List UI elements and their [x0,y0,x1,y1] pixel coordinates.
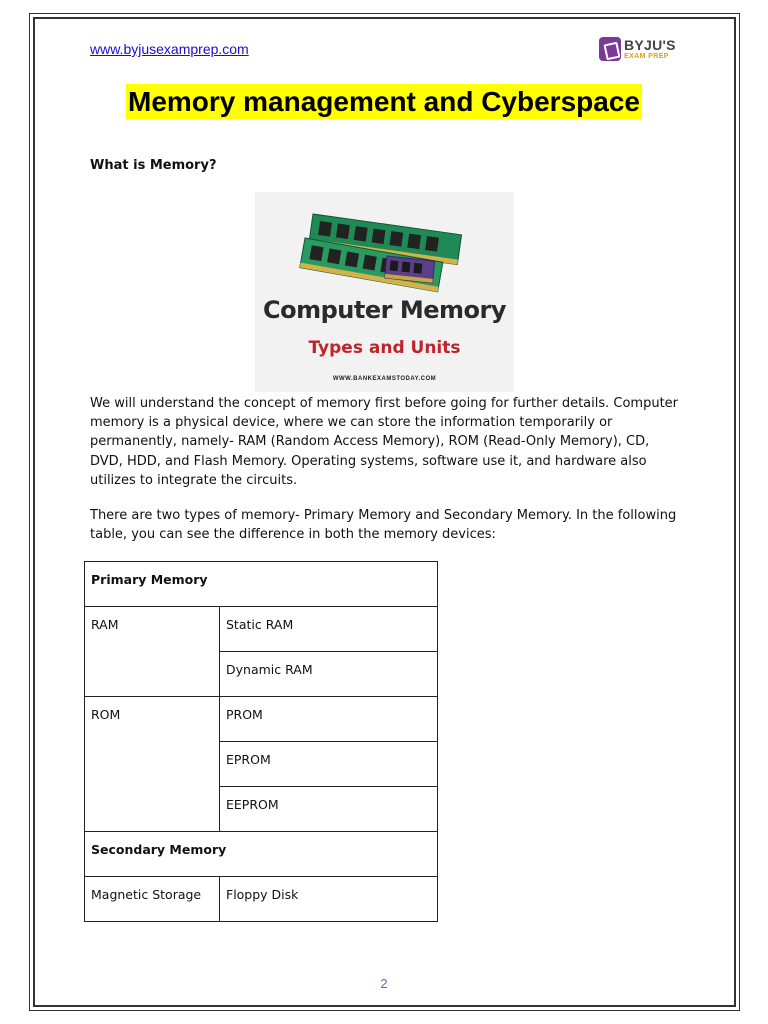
primary-memory-header: Primary Memory [85,562,438,607]
image-subtitle: Types and Units [308,338,461,358]
eprom-cell: EPROM [220,742,438,787]
floppy-disk-cell: Floppy Disk [220,877,438,922]
image-title: Computer Memory [263,296,506,324]
logo-sub-text: EXAM PREP [624,53,669,60]
page-title: Memory management and Cyberspace [126,84,642,119]
eeprom-cell: EEPROM [220,787,438,832]
rom-label-cell: ROM [85,697,220,742]
image-watermark-url: WWW.BANKEXAMSTODAY.COM [332,376,437,382]
memory-types-table [84,561,438,922]
table-row [85,697,438,742]
page-number: 2 [380,976,388,991]
website-link[interactable]: www.byjusexamprep.com [90,41,249,57]
table-row [85,607,438,652]
table-row [85,742,438,787]
rom-label-cell-continued [85,787,220,832]
paragraph-memory-types: There are two types of memory- Primary Memory and Secondary Memory. In the following table, you can see the difference in both the memory devices: [90,508,677,543]
table-row [85,562,438,607]
table-row [85,832,438,877]
logo-text [624,38,676,60]
ram-label-cell: RAM [85,607,220,652]
paragraph-memory-concept: We will understand the concept of memory first before going for further details. Computer memory is a physical device, where we can store the information temporarily or permanently, namely- RAM (Random Access Memory), ROM (Read-Only Memory), CD, DVD, HDD, and Flash Memory. Operating systems, software use it, and hardware also utilizes to integrate the circuits. [90,396,679,488]
table-row [85,787,438,832]
title-wrap [0,84,768,119]
static-ram-cell: Static RAM [220,607,438,652]
ram-label-cell-continued [85,652,220,697]
magnetic-storage-cell: Magnetic Storage [85,877,220,922]
table-row [85,652,438,697]
logo-main-text: BYJU'S [624,37,676,53]
ram-modules-icon [255,192,514,302]
computer-memory-image [255,192,514,392]
byjus-logo [599,37,676,61]
table-row [85,877,438,922]
prom-cell: PROM [220,697,438,742]
byjus-badge-icon [599,37,621,61]
secondary-memory-header: Secondary Memory [85,832,438,877]
section-heading: What is Memory? [90,158,217,173]
rom-label-cell-continued [85,742,220,787]
dynamic-ram-cell: Dynamic RAM [220,652,438,697]
